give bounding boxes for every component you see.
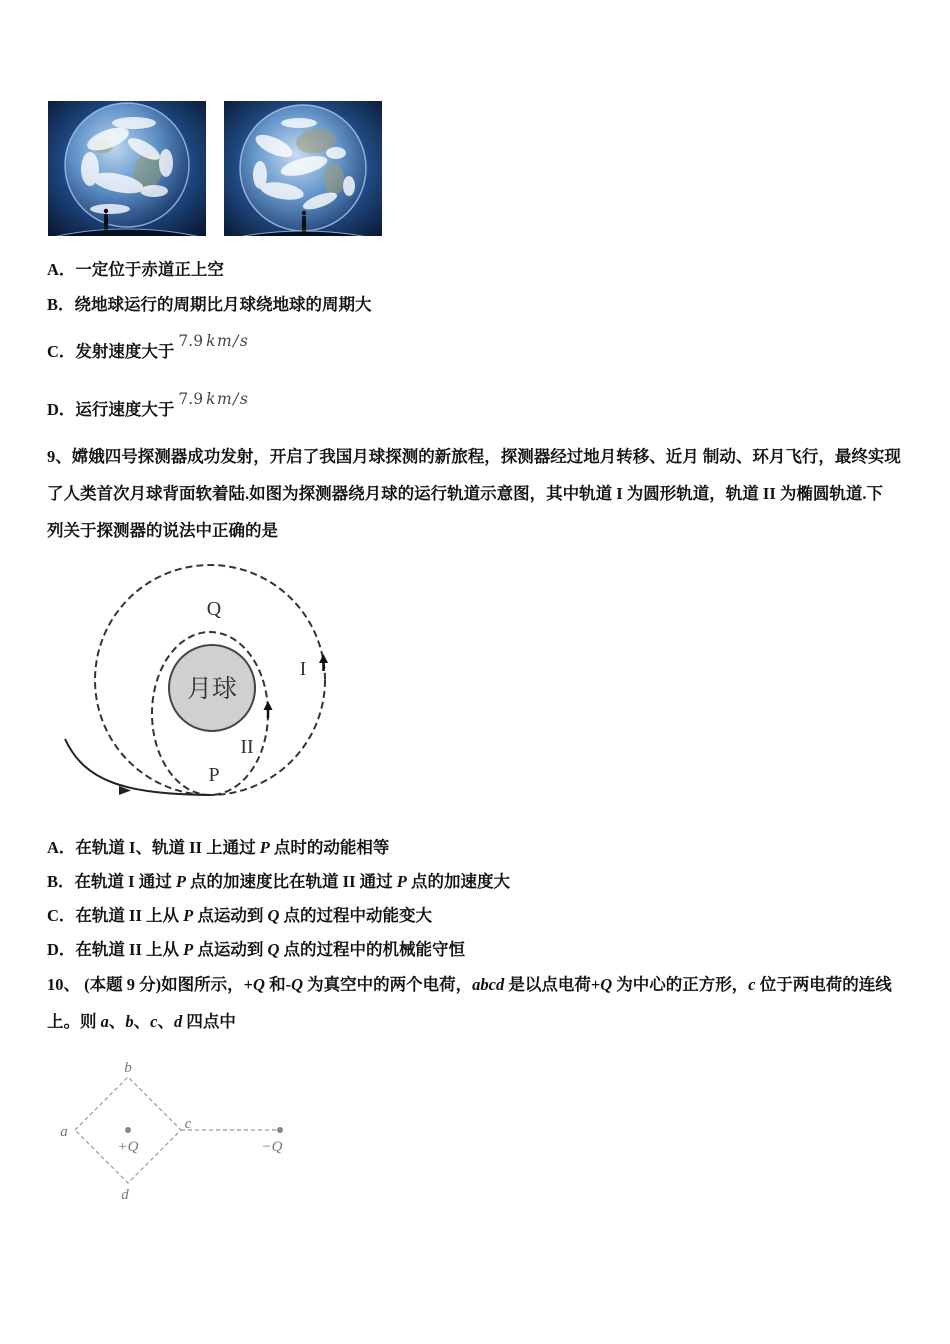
text-run: 、: [108, 1012, 126, 1031]
orbit-2-direction-arrow: [264, 701, 273, 718]
var-text: P: [183, 940, 194, 959]
positive-charge-label: +Q: [117, 1139, 139, 1155]
text-run: 一定位于赤道正上空: [75, 260, 224, 279]
var-text: Q: [267, 940, 280, 959]
var-text: c: [748, 975, 756, 994]
math-text: 7.9: [178, 332, 204, 350]
charge-square-diagram: [55, 1055, 305, 1205]
text-run: 点运动到: [193, 906, 268, 925]
var-text: a: [100, 1012, 109, 1031]
roman-text: II: [129, 906, 142, 925]
text-run: 位于两电荷的连线: [755, 975, 892, 994]
var-text: c: [150, 1012, 158, 1031]
text-run: 发射速度大于: [75, 342, 175, 361]
roman-text: I: [616, 484, 623, 503]
roman-text: II: [762, 484, 776, 503]
text-run: 运行速度大于: [75, 400, 175, 419]
q9-stem-line-1: [47, 446, 901, 468]
q9-stem-line-2: [47, 483, 883, 505]
earth-photo-right: [224, 101, 382, 236]
text-run: 上。则: [47, 1012, 101, 1031]
text-run: 通过: [134, 872, 176, 891]
text-run: 在轨道: [74, 872, 129, 891]
var-text: P: [183, 906, 194, 925]
roman-text: I: [129, 838, 136, 857]
var-text: Q: [253, 975, 265, 994]
orbit-1-direction-arrow: [319, 654, 328, 671]
text-run: 、: [133, 1012, 151, 1031]
math-unit-text: km/s: [206, 390, 250, 408]
var-text: Q: [291, 975, 303, 994]
letter-text: D．: [47, 400, 76, 419]
text-run: 为真空中的两个电荷，: [303, 975, 473, 994]
negative-charge-label: −Q: [261, 1139, 283, 1155]
var-text: d: [173, 1012, 183, 1031]
text-run: 为圆形轨道，轨道: [622, 484, 763, 503]
q-point-label: Q: [206, 598, 222, 620]
orbit-1-label: I: [299, 658, 307, 680]
q9-stem-line-3: [47, 520, 278, 542]
orbit-2-label: II: [240, 736, 254, 758]
letter-text: A．: [47, 260, 76, 279]
text-run: 在轨道: [75, 906, 130, 925]
text-run: 点时的动能相等: [269, 838, 390, 857]
var-text: Q: [600, 975, 613, 994]
q8-option-a: [47, 259, 224, 281]
q9-option-a: [47, 837, 389, 859]
moon-orbit-diagram: [55, 560, 355, 810]
text-run: 点的加速度比在轨道: [185, 872, 343, 891]
letter-text: D．: [47, 940, 76, 959]
point-c-label: c: [184, 1116, 192, 1132]
text-run: 点运动到: [193, 940, 268, 959]
text-run: 、: [157, 1012, 174, 1031]
q8-option-b: [47, 294, 372, 316]
q9-option-b: [47, 871, 510, 893]
var-text: Q: [267, 906, 280, 925]
text-run: 上从: [141, 906, 184, 925]
point-a-label: a: [60, 1124, 68, 1140]
q10-stem-line-2: [47, 1011, 236, 1033]
text-run: 点的过程中动能变大: [279, 906, 433, 925]
letter-text: C．: [47, 342, 76, 361]
text-run: 和-: [264, 975, 292, 994]
roman-text: I: [128, 872, 135, 891]
text-run: 为椭圆轨道.下: [775, 484, 884, 503]
point-b-label: b: [124, 1060, 132, 1076]
letter-text: B．: [47, 872, 75, 891]
roman-text: II: [342, 872, 356, 891]
roman-text: II: [129, 940, 142, 959]
var-text: P: [396, 872, 407, 891]
letter-text: C．: [47, 906, 76, 925]
point-d-label: d: [121, 1187, 129, 1203]
math-text: 7.9: [178, 390, 204, 408]
approach-trajectory: [65, 739, 210, 795]
letter-text: A．: [47, 838, 76, 857]
math-unit-text: km/s: [206, 332, 250, 350]
var-text: P: [259, 838, 270, 857]
positive-charge-dot: [125, 1127, 131, 1133]
q8-option-d: [47, 390, 250, 421]
moon-label: 月球: [186, 674, 238, 703]
text-run: 点的加速度大: [406, 872, 510, 891]
text-run: 为中心的正方形，: [612, 975, 749, 994]
roman-text: II: [189, 838, 202, 857]
text-run: 在轨道: [75, 838, 130, 857]
q8-option-c: [47, 332, 250, 363]
text-run: 上从: [141, 940, 184, 959]
negative-charge-dot: [277, 1127, 283, 1133]
text-run: 点的过程中的机械能守恒: [279, 940, 466, 959]
text-run: 9、嫦娥四号探测器成功发射，开启了我国月球探测的新旅程，探测器经过地月转移、近月 制动、环月飞行，最终实现: [47, 447, 901, 466]
text-run: 四点中: [182, 1012, 236, 1031]
var-text: abcd: [472, 975, 505, 994]
text-run: 上通过: [201, 838, 260, 857]
text-run: 、轨道: [135, 838, 190, 857]
letter-text: B．: [47, 295, 75, 314]
q9-option-c: [47, 905, 432, 927]
text-run: 了人类首次月球背面软着陆.如图为探测器绕月球的运行轨道示意图，其中轨道: [47, 484, 617, 503]
q10-stem-line-1: [47, 974, 892, 996]
q9-option-d: [47, 939, 465, 961]
text-run: 在轨道: [75, 940, 130, 959]
var-text: b: [125, 1012, 134, 1031]
p-point-label: P: [208, 764, 220, 786]
text-run: 列关于探测器的说法中正确的是: [47, 521, 278, 540]
var-text: P: [175, 872, 186, 891]
text-run: 是以点电荷+: [504, 975, 601, 994]
text-run: 通过: [355, 872, 397, 891]
earth-photo-left: [48, 101, 206, 236]
text-run: 绕地球运行的周期比月球绕地球的周期大: [74, 295, 372, 314]
text-run: 10、 (本题 9 分)如图所示，+: [47, 975, 254, 994]
